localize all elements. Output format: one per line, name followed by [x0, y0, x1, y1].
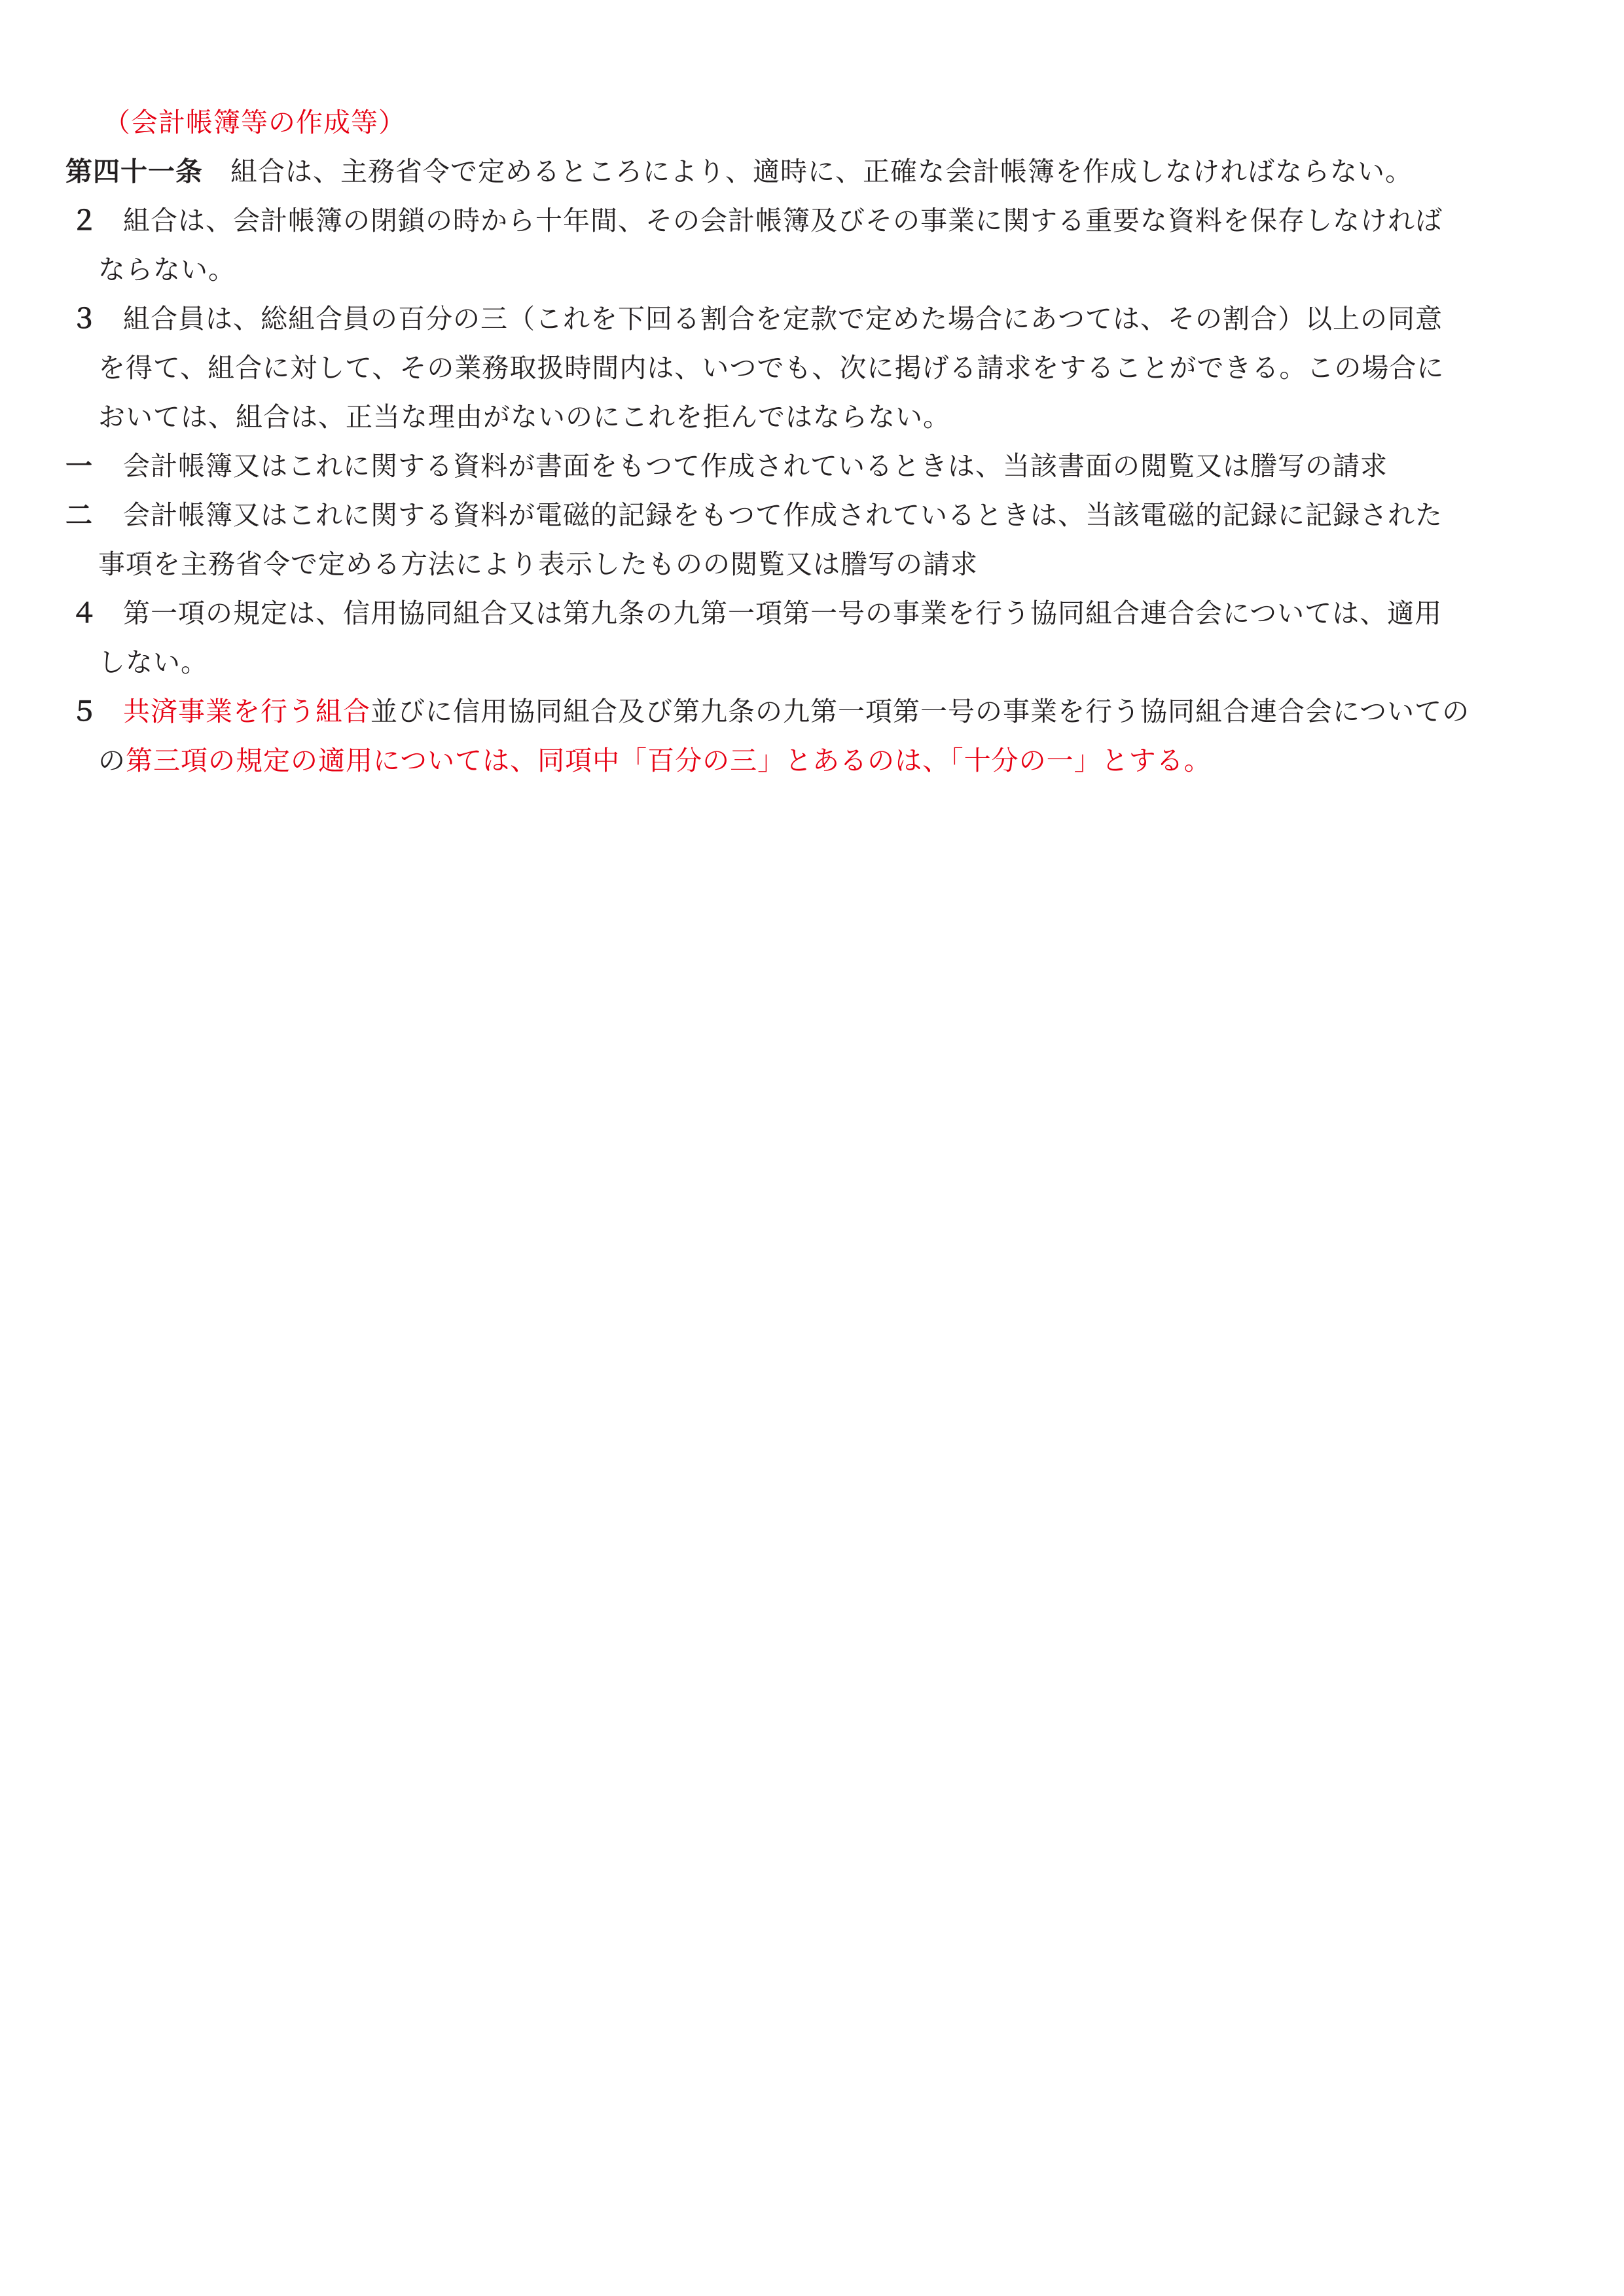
- amended-text: 第三項の規定の適用については、同項中「百分の三」とあるのは、「十分の一」とする。: [126, 745, 1212, 776]
- item-2: [65, 491, 1558, 540]
- paragraph-number: ３: [71, 303, 98, 334]
- paragraph-number: ５: [71, 696, 98, 727]
- paragraph-5-continuation: [65, 736, 1558, 785]
- item-text: 会計帳簿又はこれに関する資料が書面をもつて作成されているときは、当該書面の閲覧又は謄写の請求: [123, 450, 1388, 482]
- amended-text: 共済事業を行う組合: [123, 696, 370, 727]
- paragraph-2: [65, 196, 1558, 245]
- item-1: [65, 442, 1558, 491]
- paragraph-3: [65, 295, 1558, 344]
- article-number: 第四十一条: [65, 156, 203, 187]
- paragraph-4-continuation: しない。: [98, 647, 208, 678]
- paragraph-text: 組合員は、総組合員の百分の三（これを下回る割合を定款で定めた場合にあつては、その割合）以上の同意: [123, 303, 1443, 334]
- item-number: 二: [65, 499, 93, 531]
- article-paragraph-1: [65, 147, 1558, 196]
- article-body: [65, 98, 1558, 785]
- article-caption: （会計帳簿等の作成等）: [103, 107, 406, 138]
- paragraph-text: 組合は、会計帳簿の閉鎖の時から十年間、その会計帳簿及びその事業に関する重要な資料を保存しなければ: [123, 205, 1443, 236]
- article-text: 組合は、主務省令で定めるところにより、適時に、正確な会計帳簿を作成しなければならない。: [230, 156, 1413, 187]
- paragraph-text: 第一項の規定は、信用協同組合又は第九条の九第一項第一号の事業を行う協同組合連合会については、適用: [123, 598, 1443, 629]
- paragraph-5: [65, 687, 1558, 736]
- paragraph-text: の: [98, 745, 126, 776]
- paragraph-3-continuation: おいては、組合は、正当な理由がないのにこれを拒んではならない。: [98, 401, 950, 433]
- paragraph-number: ２: [71, 205, 98, 236]
- item-text: 会計帳簿又はこれに関する資料が電磁的記録をもつて作成されているときは、当該電磁的記録に記録された: [123, 499, 1443, 531]
- paragraph-3-continuation: を得て、組合に対して、その業務取扱時間内は、いつでも、次に掲げる請求をすることができる。この場合に: [98, 352, 1445, 384]
- item-number: 一: [65, 450, 93, 482]
- paragraph-number: ４: [71, 598, 98, 629]
- paragraph-4: [65, 589, 1558, 638]
- item-2-continuation: 事項を主務省令で定める方法により表示したものの閲覧又は謄写の請求: [98, 548, 978, 580]
- paragraph-2-continuation: ならない。: [98, 254, 236, 285]
- paragraph-text: 並びに信用協同組合及び第九条の九第一項第一号の事業を行う協同組合連合会についての: [370, 696, 1470, 727]
